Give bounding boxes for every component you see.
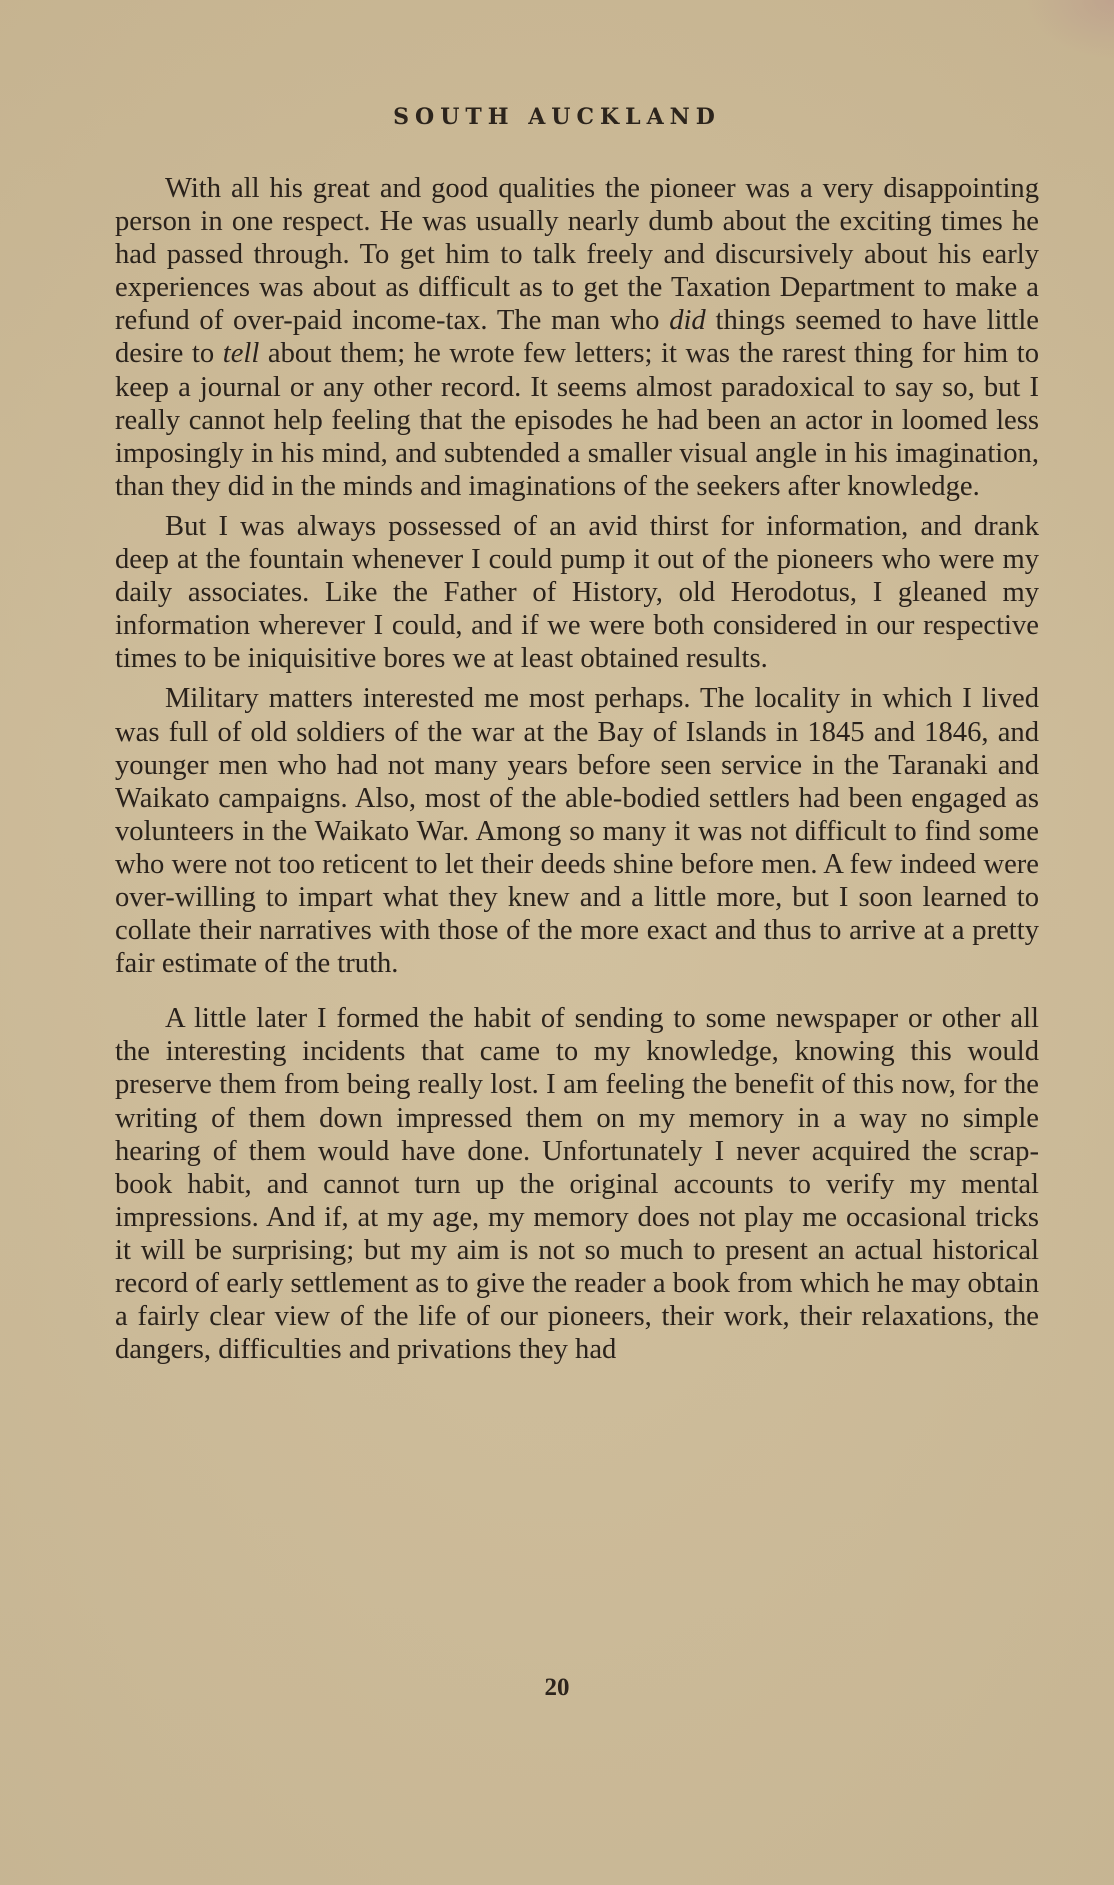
paragraph <box>115 510 1039 675</box>
running-head: SOUTH AUCKLAND <box>393 104 721 130</box>
italic-emphasis: did <box>669 305 706 337</box>
text-run: With all his great and good qualities the pioneer was a very disappointing person in one respect. He was usually nearly dumb about the exciting times he had passed through. To get him to talk freely and discursively about his early experiences was about as difficult as to get the Taxation Department to make a refund of over-paid income-tax. The man who <box>115 173 1039 337</box>
body-text <box>115 172 1039 1366</box>
text-run: Military matters interested me most perhaps. The locality in which I lived was full of old soldiers of the war at the Bay of Islands in 1845 and 1846, and younger men who had not many years before seen service in the Taranaki and Waikato campaigns. Also, most of the able-bodied settlers had been engaged as volunteers in the Waikato War. Among so many it was not difficult to find some who were not too reticent to let their deeds shine before men. A few indeed were over-willing to impart what they knew and a little more, but I soon learned to collate their narratives with those of the more exact and thus to arrive at a pretty fair estimate of the truth. <box>115 683 1039 980</box>
italic-emphasis: tell <box>222 338 260 370</box>
paragraph <box>115 682 1039 980</box>
corner-stain <box>1024 0 1114 60</box>
text-run: A little later I formed the habit of sending to some newspaper or other all the interesting incidents that came to my knowledge, knowing this would preserve them from being really lost. I am feeling the benefit of this now, for the writing of them down impressed them on my memory in a way no simple hearing of them would have done. Unfortunately I never acquired the scrap-book habit, and cannot turn up the original accounts to verify my mental impressions. And if, at my age, my memory does not play me occasional tricks it will be surprising; but my aim is not so much to present an actual historical record of early settlement as to give the reader a book from which he may obtain a fairly clear view of the life of our pioneers, their work, their relaxations, the dangers, difficulties and privations they had <box>115 1003 1039 1366</box>
text-run: But I was always possessed of an avid thirst for information, and drank deep at the fountain whenever I could pump it out of the pioneers who were my daily associates. Like the Father of History, old Herodotus, I gleaned my information wherever I could, and if we were both considered in our respective times to be iniquisitive bores we at least obtained results. <box>115 510 1039 675</box>
text-run: things seemed to have little desire to <box>115 305 1039 370</box>
page-number: 20 <box>544 1674 570 1701</box>
text-run: about them; he wrote few letters; it was the rarest thing for him to keep a journal or any other record. It seems almost paradoxical to say so, but I really cannot help feeling that the episodes he had been an actor in loomed less imposingly in his mind, and subtended a smaller visual angle in his imagination, than they did in the minds and imaginations of the seekers after knowledge. <box>115 338 1040 502</box>
paragraph <box>115 172 1039 503</box>
paragraph <box>115 1002 1039 1366</box>
